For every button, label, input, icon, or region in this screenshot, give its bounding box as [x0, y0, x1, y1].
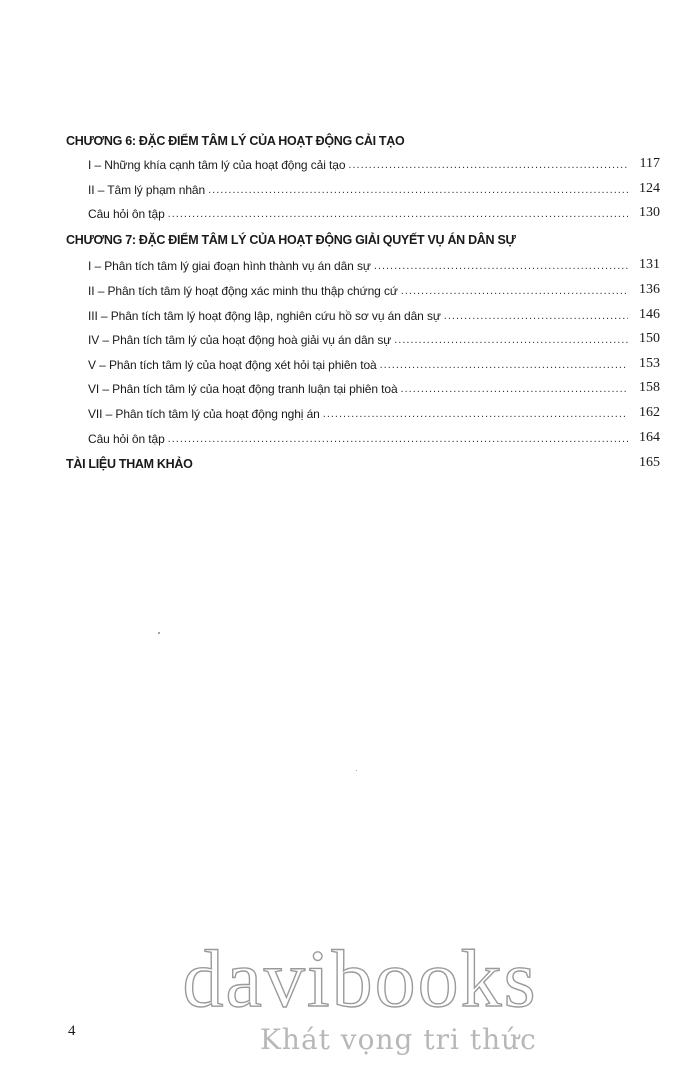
toc-item[interactable] [88, 301, 660, 323]
toc-item[interactable] [88, 276, 660, 298]
toc-leader-dots [380, 358, 628, 372]
toc-leader-dots [394, 333, 628, 347]
toc-page-number: 164 [639, 430, 660, 445]
toc-heading-label: CHƯƠNG 6: ĐẶC ĐIỂM TÂM LÝ CỦA HOẠT ĐỘNG CẢI TẠO [66, 134, 405, 148]
toc-item[interactable] [88, 399, 660, 421]
watermark-tagline: Khát vọng tri thức [260, 1023, 537, 1056]
toc-leader-dots [168, 207, 628, 221]
toc-leader-dots [323, 407, 628, 421]
toc-page-number: 153 [639, 356, 660, 371]
toc-item[interactable] [88, 150, 660, 172]
toc-heading-chapter-6[interactable] [66, 126, 660, 148]
toc-page-number: 136 [639, 282, 660, 297]
toc-item[interactable] [88, 374, 660, 396]
toc-item[interactable] [88, 251, 660, 273]
toc-item-label: V – Phân tích tâm lý của hoạt động xét hỏi tại phiên toà [88, 358, 377, 372]
toc-item-label: II – Tâm lý phạm nhân [88, 183, 206, 197]
toc-heading-references[interactable] [66, 449, 660, 471]
watermark [150, 933, 570, 1056]
watermark-brand: davibooks [182, 933, 538, 1024]
toc-item[interactable] [88, 199, 660, 221]
toc-leader-dots [348, 158, 628, 172]
toc-page-number: 131 [639, 257, 660, 272]
toc-item-label: VI – Phân tích tâm lý của hoạt động tranh luận tại phiên toà [88, 382, 398, 396]
toc-item-label: Câu hỏi ôn tập [88, 207, 165, 221]
toc-heading-label: CHƯƠNG 7: ĐẶC ĐIỂM TÂM LÝ CỦA HOẠT ĐỘNG GIẢI QUYẾT VỤ ÁN DÂN SỰ [66, 233, 516, 247]
toc-page-number: 158 [639, 380, 660, 395]
toc-item[interactable] [88, 350, 660, 372]
toc-page-number: 146 [639, 307, 660, 322]
toc-page-number: 117 [639, 156, 660, 171]
toc-item[interactable] [88, 325, 660, 347]
toc-item[interactable] [88, 175, 660, 197]
toc-page-number: 162 [639, 405, 660, 420]
toc-item-label: I – Phân tích tâm lý giai đoạn hình thành vụ án dân sự [88, 259, 371, 273]
toc-item-label: I – Những khía cạnh tâm lý của hoạt động cải tạo [88, 158, 346, 172]
toc-page-number: 130 [639, 205, 660, 220]
toc-leader-dots [401, 284, 628, 298]
toc-item-label: Câu hỏi ôn tập [88, 432, 165, 446]
toc-heading-chapter-7[interactable] [66, 225, 660, 247]
toc-leader-dots [444, 309, 628, 323]
toc-item-label: VII – Phân tích tâm lý của hoạt động nghị án [88, 407, 320, 421]
toc-leader-dots [168, 432, 628, 446]
scan-speck [356, 770, 357, 771]
toc-page-number: 165 [639, 455, 660, 470]
toc-page-number: 150 [639, 331, 660, 346]
toc-item-label: IV – Phân tích tâm lý của hoạt động hoà giải vụ án dân sự [88, 333, 392, 347]
scan-speck [158, 632, 160, 634]
toc-page-number: 124 [639, 181, 660, 196]
toc-item[interactable] [88, 424, 660, 446]
toc-leader-dots [401, 382, 628, 396]
toc-leader-dots [208, 183, 628, 197]
toc-leader-dots [374, 259, 628, 273]
toc-item-label: III – Phân tích tâm lý hoạt động lập, nghiên cứu hồ sơ vụ án dân sự [88, 309, 441, 323]
toc-item-label: II – Phân tích tâm lý hoạt động xác minh thu thập chứng cứ [88, 284, 398, 298]
toc-heading-label: TÀI LIỆU THAM KHẢO [66, 457, 193, 471]
page-number: 4 [68, 1023, 76, 1039]
